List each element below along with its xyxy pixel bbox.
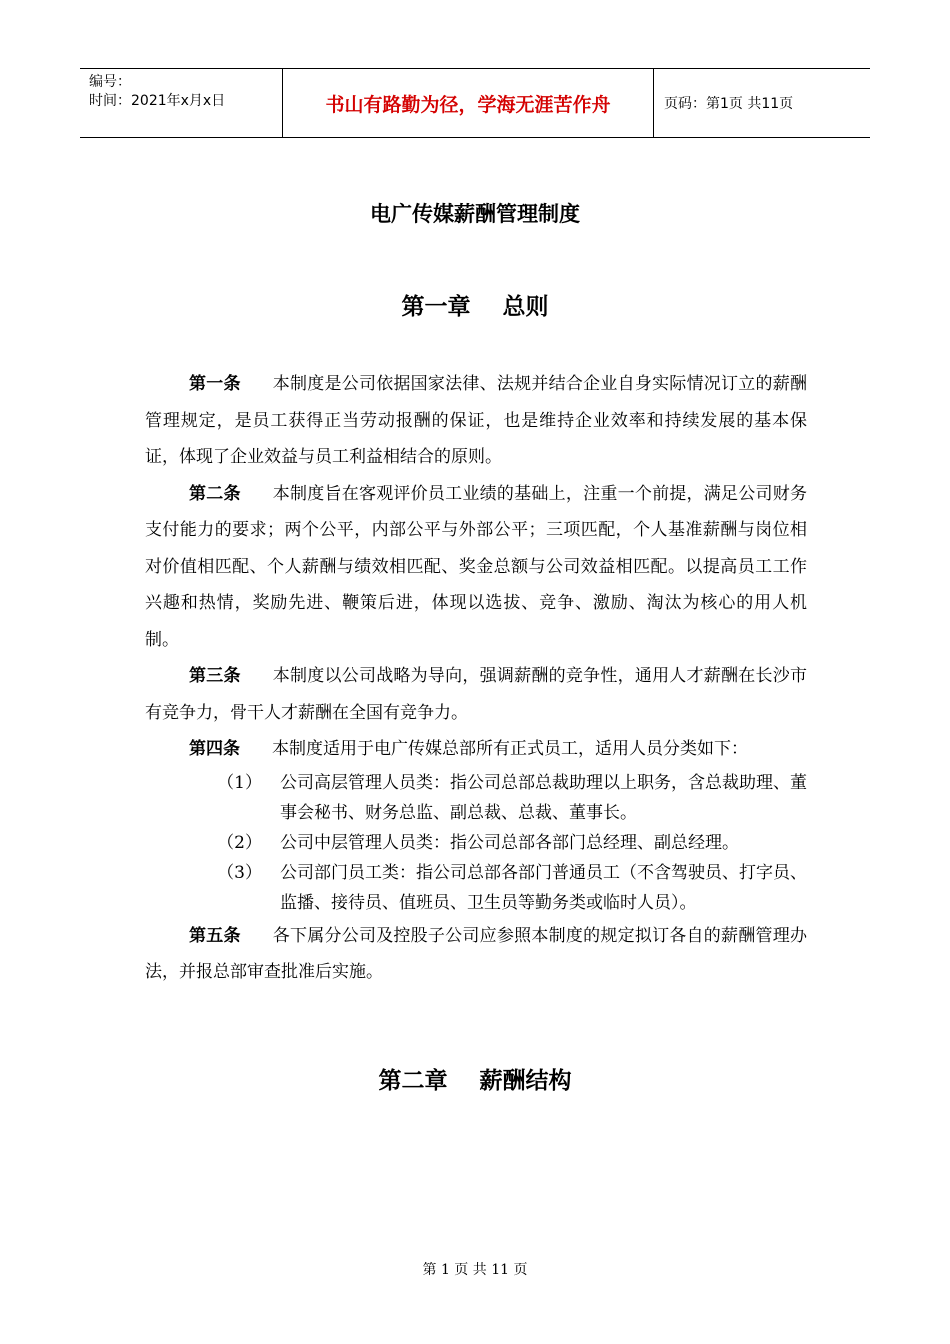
article-label: 第三条 [189,666,241,686]
list-item [145,768,807,828]
header-page-info: 页码：第1页 共11页 [664,96,794,112]
list-text: 公司中层管理人员类：指公司总部各部门总经理、副总经理。 [280,832,739,853]
list-item [145,828,807,858]
article-label: 第一条 [189,374,241,394]
personnel-category-list [145,768,807,918]
list-number: （3） [217,862,262,883]
article-text: 本制度适用于电广传媒总部所有正式员工，适用人员分类如下： [272,739,748,759]
list-item [145,858,807,918]
article-2 [145,476,807,659]
article-label: 第五条 [189,925,241,946]
list-text: 公司高层管理人员类：指公司总部总裁助理以上职务，含总裁助理、董事会秘书、财务总监、副总裁、总裁、董事长。 [280,772,807,823]
page-header [80,68,870,138]
header-meta [80,69,282,137]
article-text: 本制度旨在客观评价员工业绩的基础上，注重一个前提，满足公司财务支付能力的要求；两个公平，内部公平与外部公平；三项匹配，个人基准薪酬与岗位相对价值相匹配、个人薪酬与绩效相匹配、奖金总额与公司效益相匹配。以提高员工工作兴趣和热情，奖励先进、鞭策后进，体现以选拔、竞争、激励、淘汰为核心的用人机制。 [145,483,808,650]
header-motto: 书山有路勤为径，学海无涯苦作舟 [282,69,654,137]
article-text: 本制度以公司战略为导向，强调薪酬的竞争性，通用人才薪酬在长沙市有竞争力，骨干人才薪酬在全国有竞争力。 [145,666,808,723]
list-text: 公司部门员工类：指公司总部各部门普通员工（不含驾驶员、打字员、监播、接待员、值班员、卫生员等勤务类或临时人员）。 [280,862,807,913]
article-3 [145,658,807,731]
page-footer: 第 1 页 共 11 页 [422,1262,528,1278]
number-label: 编号： [89,74,131,90]
article-text: 各下属分公司及控股子公司应参照本制度的规定拟订各自的薪酬管理办法，并报总部审查批准后实施。 [145,925,808,982]
article-4 [145,731,807,768]
document-body [145,366,807,991]
document-title: 电广传媒薪酬管理制度 [370,202,580,226]
list-number: （1） [217,772,262,793]
article-1 [145,366,807,476]
list-number: （2） [217,832,262,853]
article-text: 本制度是公司依据国家法律、法规并结合企业自身实际情况订立的薪酬管理规定，是员工获得正当劳动报酬的保证，也是维持企业效率和持续发展的基本保证，体现了企业效益与员工利益相结合的原则。 [145,374,808,467]
time-label: 时间：2021年x月x日 [89,93,226,109]
article-5 [145,918,807,991]
article-label: 第二条 [189,483,241,504]
article-label: 第四条 [189,739,240,759]
chapter-2-heading: 第二章 薪酬结构 [378,1068,572,1094]
chapter-1-heading: 第一章 总则 [401,294,549,320]
